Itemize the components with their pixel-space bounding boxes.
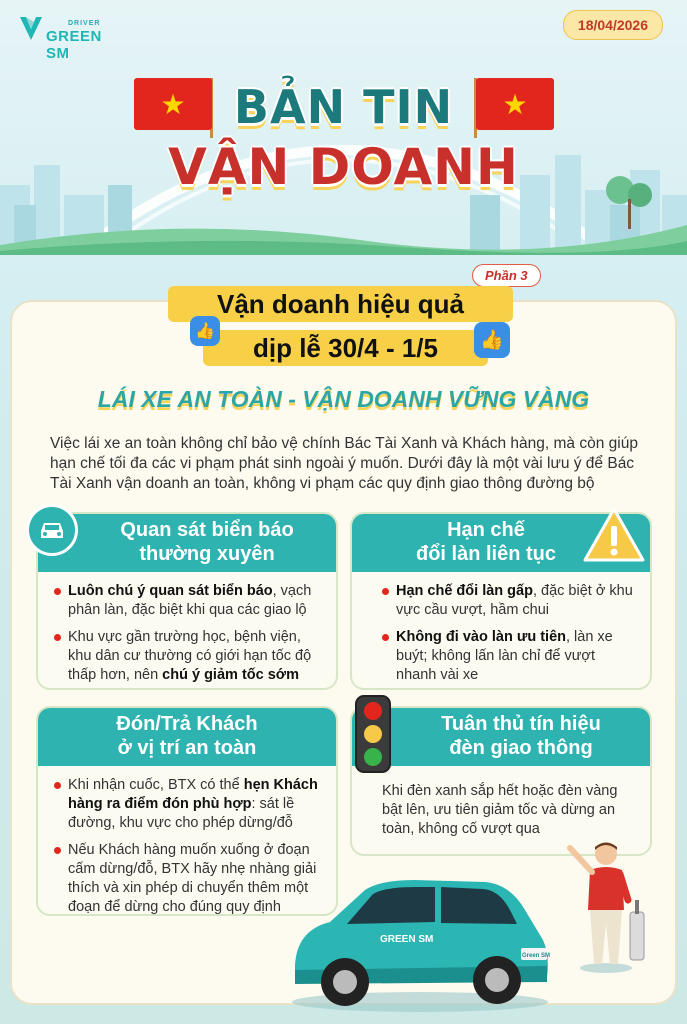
tip-title: Hạn chế bbox=[447, 519, 525, 541]
green-sm-taxi-illustration bbox=[285, 870, 555, 1015]
thumbs-up-icon: 👍 bbox=[474, 322, 510, 358]
logo-driver-text: DRIVER bbox=[68, 20, 101, 27]
tip-card-header bbox=[38, 708, 336, 766]
page-title-line1: BẢN TIN bbox=[233, 80, 454, 134]
thumbs-up-icon: 👍 bbox=[190, 316, 220, 346]
traffic-light-icon bbox=[352, 694, 394, 776]
list-item: Khi nhận cuốc, BTX có thể hẹn Khách hàng ra điểm đón phù hợp: sát lề đường, khu vực cho phép dừng/đỗ bbox=[54, 776, 322, 833]
list-item: Hạn chế đổi làn gấp, đặc biệt ở khu vực cầu vượt, hầm chui bbox=[382, 582, 636, 620]
svg-text:Green SM: Green SM bbox=[522, 953, 551, 959]
tip-title: Đón/Trả Khách bbox=[116, 713, 258, 735]
passenger-waving-illustration bbox=[560, 840, 650, 975]
part-badge: Phần 3 bbox=[472, 264, 541, 287]
list-item: Không đi vào làn ưu tiên, làn xe buýt; không lấn làn chỉ để vượt nhanh vài xe bbox=[382, 628, 636, 685]
tip-card-header bbox=[352, 708, 650, 766]
star-icon: ★ bbox=[160, 88, 186, 120]
tip-subtitle: ở vị trí an toàn bbox=[117, 737, 257, 759]
warning-icon bbox=[582, 506, 646, 564]
star-icon: ★ bbox=[502, 88, 528, 120]
logo-v-icon bbox=[18, 14, 44, 42]
svg-text:GREEN SM: GREEN SM bbox=[380, 934, 434, 945]
car-icon bbox=[26, 504, 78, 556]
tip-subtitle: đổi làn liên tục bbox=[415, 543, 556, 565]
banner-line2: dịp lễ 30/4 - 1/5 bbox=[203, 330, 488, 366]
page-title-line2: VẬN DOANH bbox=[168, 138, 519, 196]
section-headline: LÁI XE AN TOÀN - VẬN DOANH VỮNG VÀNG bbox=[97, 386, 590, 412]
intro-paragraph: Việc lái xe an toàn không chỉ bảo vệ chính Bác Tài Xanh và Khách hàng, mà còn giúp hạn chế tối đa các vi phạm phát sinh ngoài ý muốn. Dưới đây là một vài lưu ý để Bác Tài Xanh vận doanh an toàn, không vi phạm các quy định giao thông đường bộ bbox=[50, 435, 638, 492]
tip-card-header bbox=[38, 514, 336, 572]
tip-card-traffic-lights bbox=[350, 706, 652, 856]
list-item: Khu vực gần trường học, bệnh viện, khu dân cư thường có giới hạn tốc độ thấp hơn, nên chú ý giảm tốc sớm bbox=[54, 628, 322, 685]
tip-title: Tuân thủ tín hiệu bbox=[441, 713, 601, 735]
banner-line1: Vận doanh hiệu quả bbox=[168, 286, 513, 322]
tip-text: Khi đèn xanh sắp hết hoặc đèn vàng bật lên, ưu tiên giảm tốc và dừng an toàn, không cố vượt qua bbox=[382, 783, 618, 837]
tip-subtitle: thường xuyên bbox=[139, 543, 275, 565]
green-sm-logo bbox=[18, 12, 128, 62]
date-badge: 18/04/2026 bbox=[563, 10, 663, 40]
tip-title: Quan sát biển báo bbox=[120, 519, 294, 541]
logo-brand-text: GREEN SM bbox=[46, 28, 102, 62]
list-item: Nếu Khách hàng muốn xuống ở đoạn cấm dừng/đỗ, BTX hãy nhẹ nhàng giải thích và xin phép di chuyển thêm một đoạn để dừng cho đúng quy định bbox=[54, 841, 322, 917]
tip-card-observe-signs bbox=[36, 512, 338, 690]
tip-subtitle: đèn giao thông bbox=[449, 737, 593, 759]
list-item: Luôn chú ý quan sát biển báo, vạch phân làn, đặc biệt khi qua các giao lộ bbox=[54, 582, 322, 620]
